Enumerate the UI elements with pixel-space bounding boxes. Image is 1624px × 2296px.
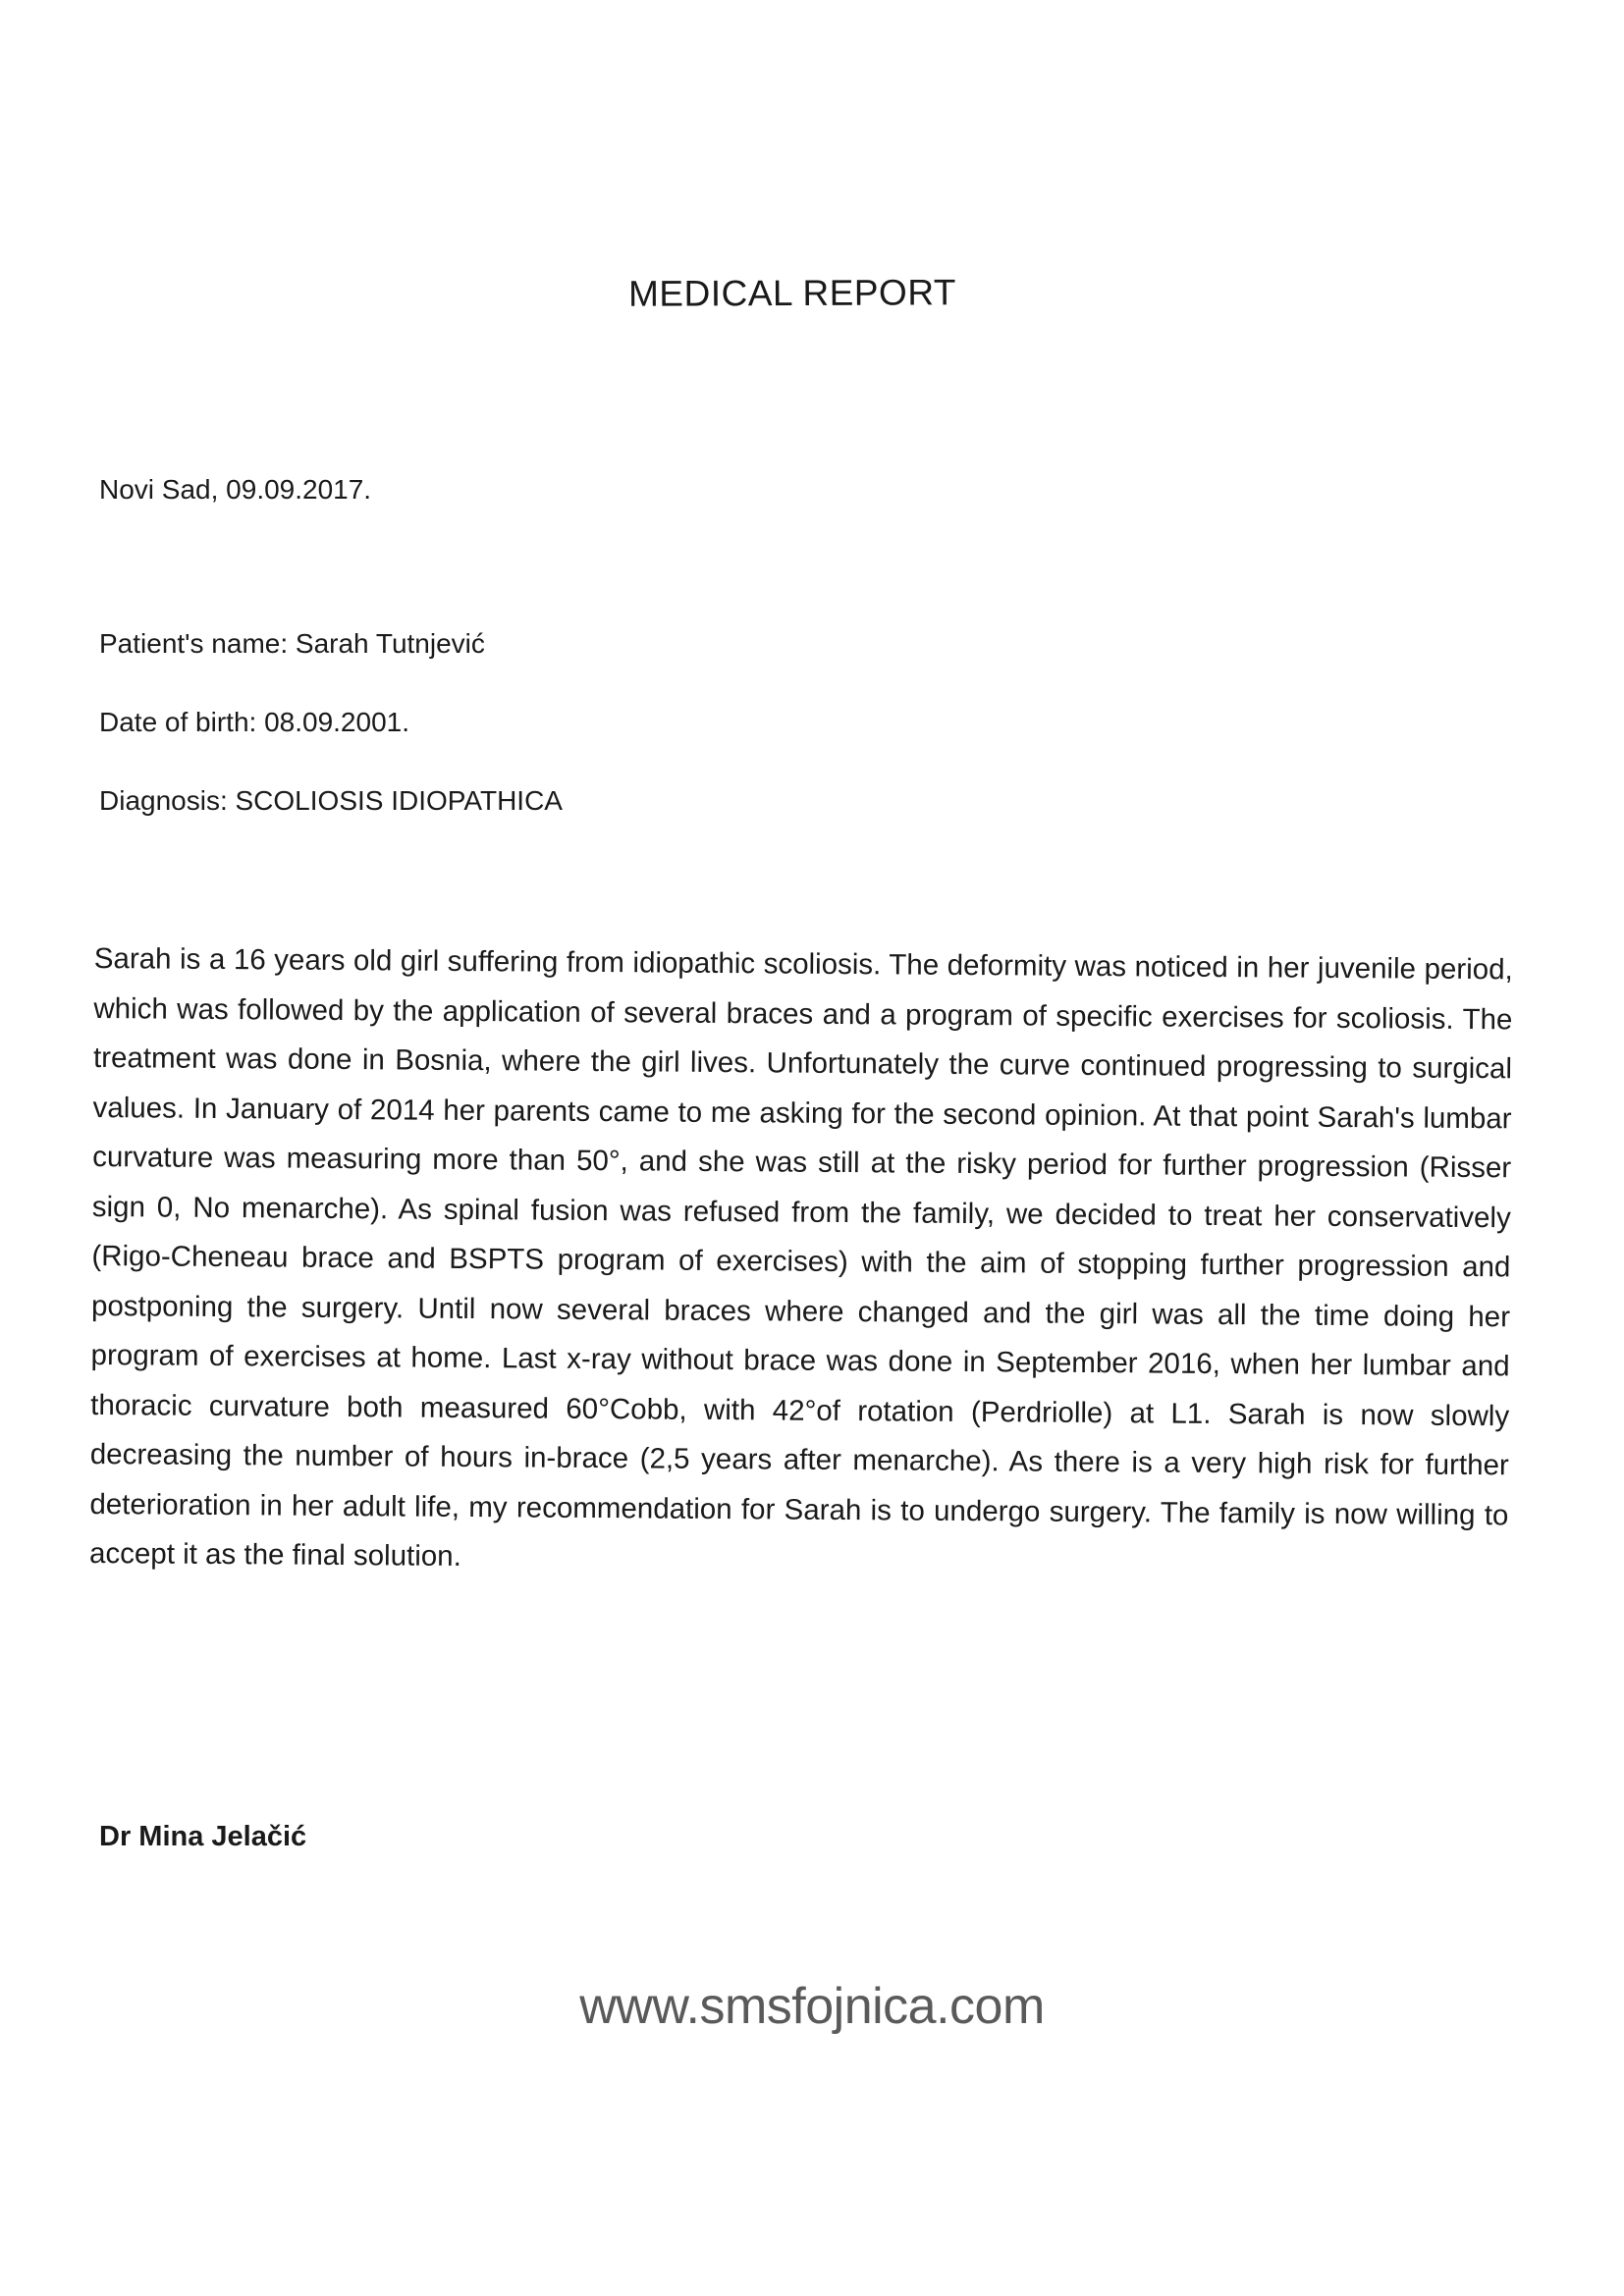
document-title: MEDICAL REPORT (627, 272, 957, 314)
diagnosis: Diagnosis: SCOLIOSIS IDIOPATHICA (99, 785, 563, 816)
patient-name: Patient's name: Sarah Tutnjević (99, 628, 485, 659)
website-watermark: www.smsfojnica.com (579, 1978, 1045, 2035)
date-of-birth: Date of birth: 08.09.2001. (99, 707, 409, 737)
place-and-date: Novi Sad, 09.09.2017. (99, 474, 372, 505)
doctor-signature: Dr Mina Jelačić (99, 1821, 307, 1852)
report-body: Sarah is a 16 years old girl suffering from idiopathic scoliosis. The deformity was noticed in her juvenile period, which was followed by the application of several braces and a program of specific exercises for scoliosis. The treatment was done in Bosnia, where the girl lives. Unfortunately the curve continued progressing to surgical values. In January of 2014 her parents came to me asking for the second opinion. At that point Sarah's lumbar curvature was measuring more than 50°, and she was still at the risky period for further progression (Risser sign 0, No menarche). As spinal fusion was refused from the family, we decided to treat her conservatively (Rigo-Cheneau brace and BSPTS program of exercises) with the aim of stopping further progression and postponing the surgery. Until now several braces where changed and the girl was all the time doing her program of exercises at home. Last x-ray without brace was done in September 2016, when her lumbar and thoracic curvature both measured 60°Cobb, with 42°of rotation (Perdriolle) at L1. Sarah is now slowly decreasing the number of hours in-brace (2,5 years after menarche). As there is a very high risk for further deterioration in her adult life, my recommendation for Sarah is to undergo surgery. The family is now willing to accept it as the final solution. (88, 941, 1513, 1573)
